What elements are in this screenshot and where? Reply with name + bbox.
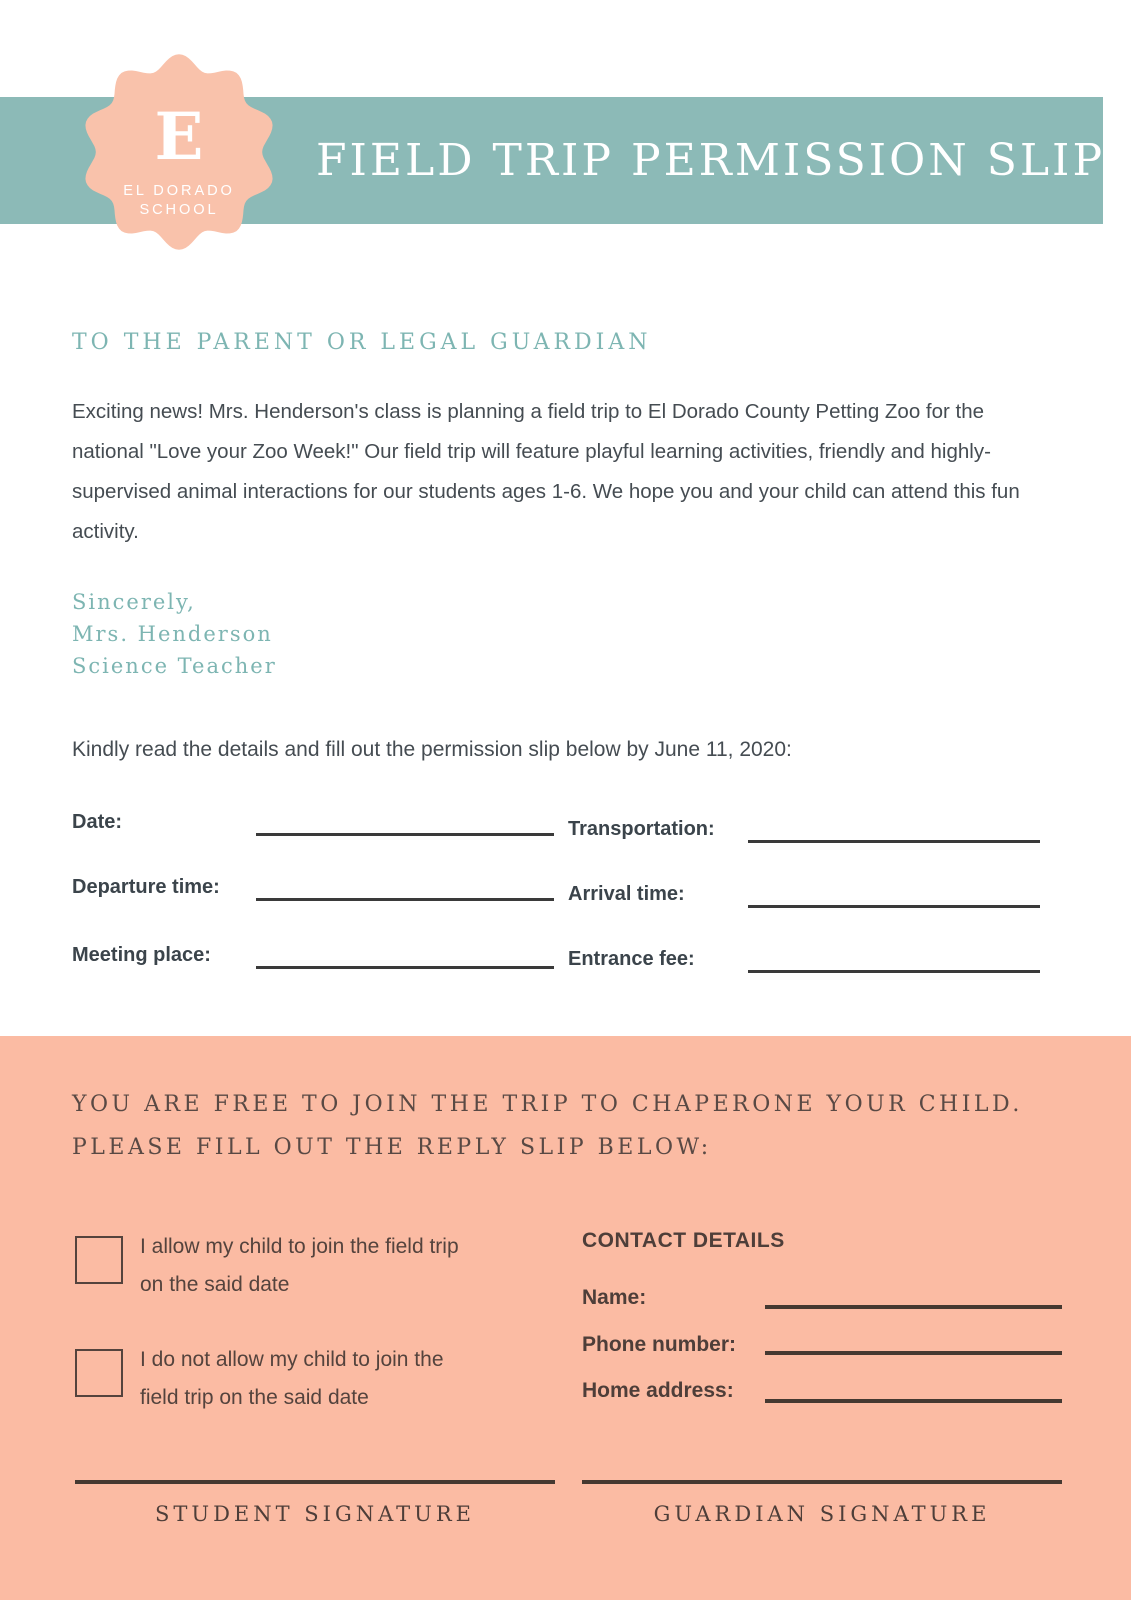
arrival-time-fill-line[interactable] <box>748 905 1040 908</box>
meeting-place-label: Meeting place: <box>72 944 211 966</box>
departure-time-fill-line[interactable] <box>256 898 554 901</box>
fill-out-instruction: Kindly read the details and fill out the permission slip below by June 11, 2020: <box>72 738 792 761</box>
name-label: Name: <box>582 1286 647 1309</box>
salutation: TO THE PARENT OR LEGAL GUARDIAN <box>72 330 652 355</box>
school-name-line2: SCHOOL <box>139 202 219 219</box>
scalloped-seal-icon <box>72 45 286 259</box>
not-allow-checkbox[interactable] <box>75 1349 123 1397</box>
phone-number-label: Phone number: <box>582 1333 737 1356</box>
transportation-fill-line[interactable] <box>748 840 1040 843</box>
reply-heading-line1: YOU ARE FREE TO JOIN THE TRIP TO CHAPERONE YOUR CHILD. <box>72 1092 1023 1117</box>
contact-details-heading: CONTACT DETAILS <box>582 1229 785 1252</box>
closing-line: Sincerely, <box>72 590 196 614</box>
date-label: Date: <box>72 811 123 833</box>
allow-checkbox[interactable] <box>75 1236 123 1284</box>
home-address-fill-line[interactable] <box>765 1399 1062 1403</box>
page-title: FIELD TRIP PERMISSION SLIP <box>316 135 1106 186</box>
entrance-fee-label: Entrance fee: <box>568 948 695 970</box>
not-allow-checkbox-label: I do not allow my child to join the field trip on the said date <box>140 1348 444 1409</box>
letter-closing <box>72 586 277 682</box>
student-signature-label: STUDENT SIGNATURE <box>154 1502 475 1526</box>
school-logo-badge <box>72 45 286 259</box>
closing-line: Mrs. Henderson <box>72 622 273 646</box>
school-name-line1: EL DORADO <box>123 182 235 199</box>
departure-time-label: Departure time: <box>72 876 220 898</box>
guardian-signature-line[interactable] <box>582 1480 1062 1484</box>
closing-line: Science Teacher <box>72 654 277 678</box>
meeting-place-fill-line[interactable] <box>256 966 554 969</box>
entrance-fee-fill-line[interactable] <box>748 970 1040 973</box>
arrival-time-label: Arrival time: <box>568 883 685 905</box>
guardian-signature-label: GUARDIAN SIGNATURE <box>653 1502 991 1526</box>
letter-body: Exciting news! Mrs. Henderson's class is planning a field trip to El Dorado County Petting Zoo for the national "Love your Zoo Week!" Our field trip will feature playful learning activities, friendly and highly-supervised animal interactions for our students ages 1-6. We hope you and your child can attend this fun activity. <box>72 400 1020 543</box>
phone-number-fill-line[interactable] <box>765 1351 1062 1355</box>
home-address-label: Home address: <box>582 1379 734 1402</box>
name-fill-line[interactable] <box>765 1305 1062 1309</box>
student-signature-line[interactable] <box>75 1480 555 1484</box>
school-initial: E <box>154 99 204 175</box>
allow-checkbox-label: I allow my child to join the field trip on the said date <box>140 1235 459 1296</box>
reply-heading-line2: PLEASE FILL OUT THE REPLY SLIP BELOW: <box>72 1135 712 1160</box>
date-fill-line[interactable] <box>256 833 554 836</box>
transportation-label: Transportation: <box>568 818 715 840</box>
